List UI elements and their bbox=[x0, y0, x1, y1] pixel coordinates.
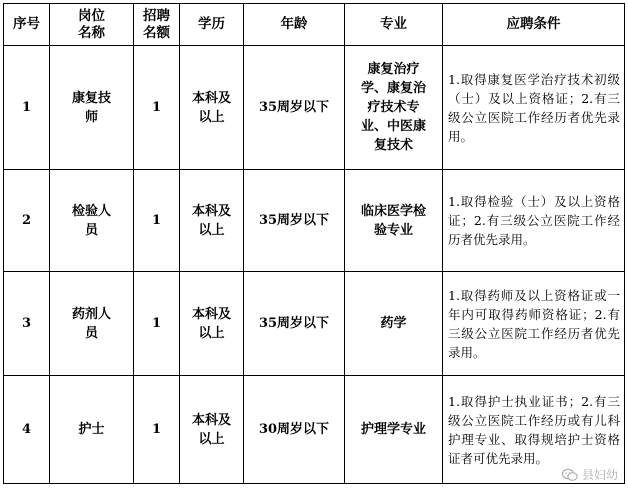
cell-no: 3 bbox=[4, 272, 50, 376]
cell-age: 35周岁以下 bbox=[244, 46, 345, 170]
cell-education: 本科及以上 bbox=[180, 46, 244, 170]
recruitment-table bbox=[3, 3, 625, 484]
cell-age: 35周岁以下 bbox=[244, 272, 345, 376]
cell-quota: 1 bbox=[134, 46, 180, 170]
cell-position: 药剂人员 bbox=[50, 272, 134, 376]
cell-position: 检验人员 bbox=[50, 170, 134, 272]
cell-age: 30周岁以下 bbox=[244, 376, 345, 484]
header-major: 专业 bbox=[345, 4, 443, 46]
cell-requirements: 1.取得药师及以上资格证或一年内可取得药师资格证；2.有三级公立医院工作经历者优先录用。 bbox=[443, 272, 625, 376]
cell-no: 2 bbox=[4, 170, 50, 272]
header-quota: 招聘名额 bbox=[134, 4, 180, 46]
cell-major: 康复治疗学、康复治疗技术专业、中医康复技术 bbox=[345, 46, 443, 170]
cell-education: 本科及以上 bbox=[180, 376, 244, 484]
cell-requirements: 1.取得护士执业证书；2.有三级公立医院工作经历或有儿科护理专业、取得规培护士资格证者可优先录用。 bbox=[443, 376, 625, 484]
cell-major: 护理学专业 bbox=[345, 376, 443, 484]
watermark-text: 县妇幼 bbox=[581, 468, 618, 482]
header-requirements: 应聘条件 bbox=[443, 4, 625, 46]
header-education: 学历 bbox=[180, 4, 244, 46]
watermark bbox=[562, 466, 618, 483]
cell-position: 康复技师 bbox=[50, 46, 134, 170]
table-row bbox=[4, 376, 625, 484]
header-position: 岗位名称 bbox=[50, 4, 134, 46]
cell-education: 本科及以上 bbox=[180, 272, 244, 376]
cell-major: 药学 bbox=[345, 272, 443, 376]
cell-requirements: 1.取得检验（士）及以上资格证；2.有三级公立医院工作经历者优先录用。 bbox=[443, 170, 625, 272]
wechat-logo-icon bbox=[562, 468, 578, 482]
cell-age: 35周岁以下 bbox=[244, 170, 345, 272]
cell-position: 护士 bbox=[50, 376, 134, 484]
table-row bbox=[4, 170, 625, 272]
cell-quota: 1 bbox=[134, 170, 180, 272]
cell-no: 4 bbox=[4, 376, 50, 484]
cell-education: 本科及以上 bbox=[180, 170, 244, 272]
cell-quota: 1 bbox=[134, 272, 180, 376]
table-row bbox=[4, 272, 625, 376]
cell-requirements: 1.取得康复医学治疗技术初级（士）及以上资格证；2.有三级公立医院工作经历者优先录用。 bbox=[443, 46, 625, 170]
header-row bbox=[4, 4, 625, 46]
table-row bbox=[4, 46, 625, 170]
cell-quota: 1 bbox=[134, 376, 180, 484]
header-no: 序号 bbox=[4, 4, 50, 46]
cell-major: 临床医学检验专业 bbox=[345, 170, 443, 272]
header-age: 年龄 bbox=[244, 4, 345, 46]
cell-no: 1 bbox=[4, 46, 50, 170]
